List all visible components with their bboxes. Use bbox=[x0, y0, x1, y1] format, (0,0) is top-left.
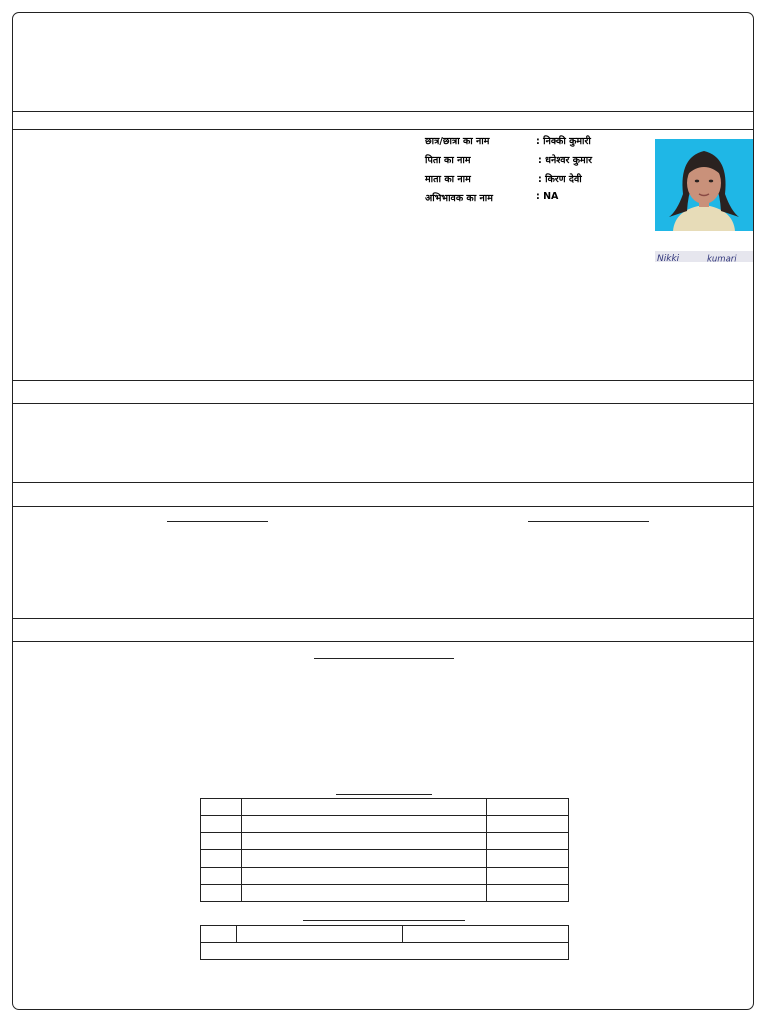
info-value: : धनेश्वर कुमार bbox=[538, 155, 593, 166]
info-value: : निक्की कुमारी bbox=[536, 136, 591, 147]
table-cell bbox=[201, 884, 242, 901]
table-cell bbox=[236, 926, 403, 943]
table-cell bbox=[201, 867, 242, 884]
svg-text:Nikki: Nikki bbox=[657, 254, 680, 262]
info-value: : किरण देवी bbox=[538, 174, 582, 185]
table-row bbox=[201, 799, 569, 816]
table-cell bbox=[487, 799, 569, 816]
table-row bbox=[201, 850, 569, 867]
table-cell bbox=[487, 850, 569, 867]
table-row bbox=[201, 833, 569, 850]
marks-table bbox=[200, 798, 569, 902]
table-cell bbox=[241, 816, 486, 833]
table-cell bbox=[241, 850, 486, 867]
table-cell bbox=[201, 943, 569, 960]
table-cell bbox=[201, 816, 242, 833]
table-cell bbox=[487, 884, 569, 901]
student-photo bbox=[655, 139, 753, 231]
info-label: छात्र/छात्रा का नाम bbox=[425, 136, 490, 147]
section-divider bbox=[13, 129, 754, 130]
table-cell bbox=[403, 926, 569, 943]
table-cell bbox=[201, 833, 242, 850]
section-divider bbox=[13, 403, 754, 404]
table-row bbox=[201, 884, 569, 901]
table-cell bbox=[487, 867, 569, 884]
table2-heading-underline bbox=[303, 920, 465, 921]
table-row bbox=[201, 867, 569, 884]
header-divider bbox=[13, 111, 754, 112]
info-label: अभिभावक का नाम bbox=[425, 193, 493, 204]
table-row bbox=[201, 816, 569, 833]
section-heading-underline bbox=[314, 658, 454, 659]
table-row bbox=[201, 926, 569, 943]
table-cell bbox=[201, 850, 242, 867]
table-cell bbox=[241, 884, 486, 901]
section-divider bbox=[13, 482, 754, 483]
left-heading-underline bbox=[167, 521, 268, 522]
table-row bbox=[201, 943, 569, 960]
table-cell bbox=[241, 867, 486, 884]
section-divider bbox=[13, 618, 754, 619]
info-label: पिता का नाम bbox=[425, 155, 471, 166]
table-cell bbox=[487, 833, 569, 850]
table-cell bbox=[201, 799, 242, 816]
section-divider bbox=[13, 506, 754, 507]
student-signature bbox=[655, 249, 753, 262]
right-heading-underline bbox=[528, 521, 649, 522]
table-cell bbox=[201, 926, 237, 943]
svg-text:kumari: kumari bbox=[707, 254, 737, 262]
section-divider bbox=[13, 641, 754, 642]
second-table bbox=[200, 925, 569, 960]
info-label: माता का नाम bbox=[425, 174, 471, 185]
table-cell bbox=[241, 833, 486, 850]
info-value: : NA bbox=[536, 191, 559, 202]
table-cell bbox=[487, 816, 569, 833]
table-cell bbox=[241, 799, 486, 816]
section-divider bbox=[13, 380, 754, 381]
table-heading-underline bbox=[336, 794, 432, 795]
